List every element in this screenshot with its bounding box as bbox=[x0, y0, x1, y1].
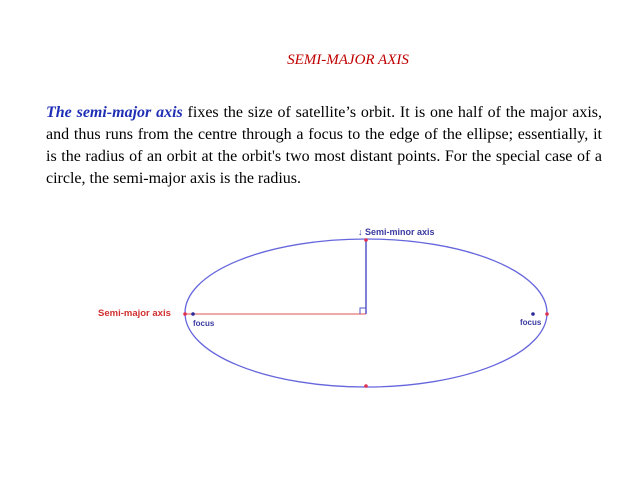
left-focus-label: focus bbox=[193, 319, 215, 328]
lead-phrase: The semi-major axis bbox=[46, 104, 183, 121]
semi-major-axis-label: Semi-major axis bbox=[98, 308, 171, 319]
top-vertex-marker bbox=[364, 238, 368, 242]
right-focus-dot bbox=[531, 312, 535, 316]
paragraph-body: fixes the size of satellite’s orbit. It is one half of the major axis, and thus runs from the centre through a focus to the edge of the ellipse; essentially, it is the radius of an orbit at the orbit's two most distant points. For the special case of a circle, the semi-major axis is the radius. bbox=[46, 104, 602, 187]
left-vertex-marker bbox=[183, 312, 187, 316]
right-angle-marker bbox=[360, 308, 366, 314]
bottom-vertex-marker bbox=[364, 384, 368, 388]
right-focus-label: focus bbox=[520, 318, 542, 327]
right-vertex-marker bbox=[545, 312, 549, 316]
semi-minor-axis-label: ↓ Semi-minor axis bbox=[358, 227, 435, 237]
slide-title: SEMI-MAJOR AXIS bbox=[287, 52, 409, 68]
left-focus-dot bbox=[191, 312, 195, 316]
